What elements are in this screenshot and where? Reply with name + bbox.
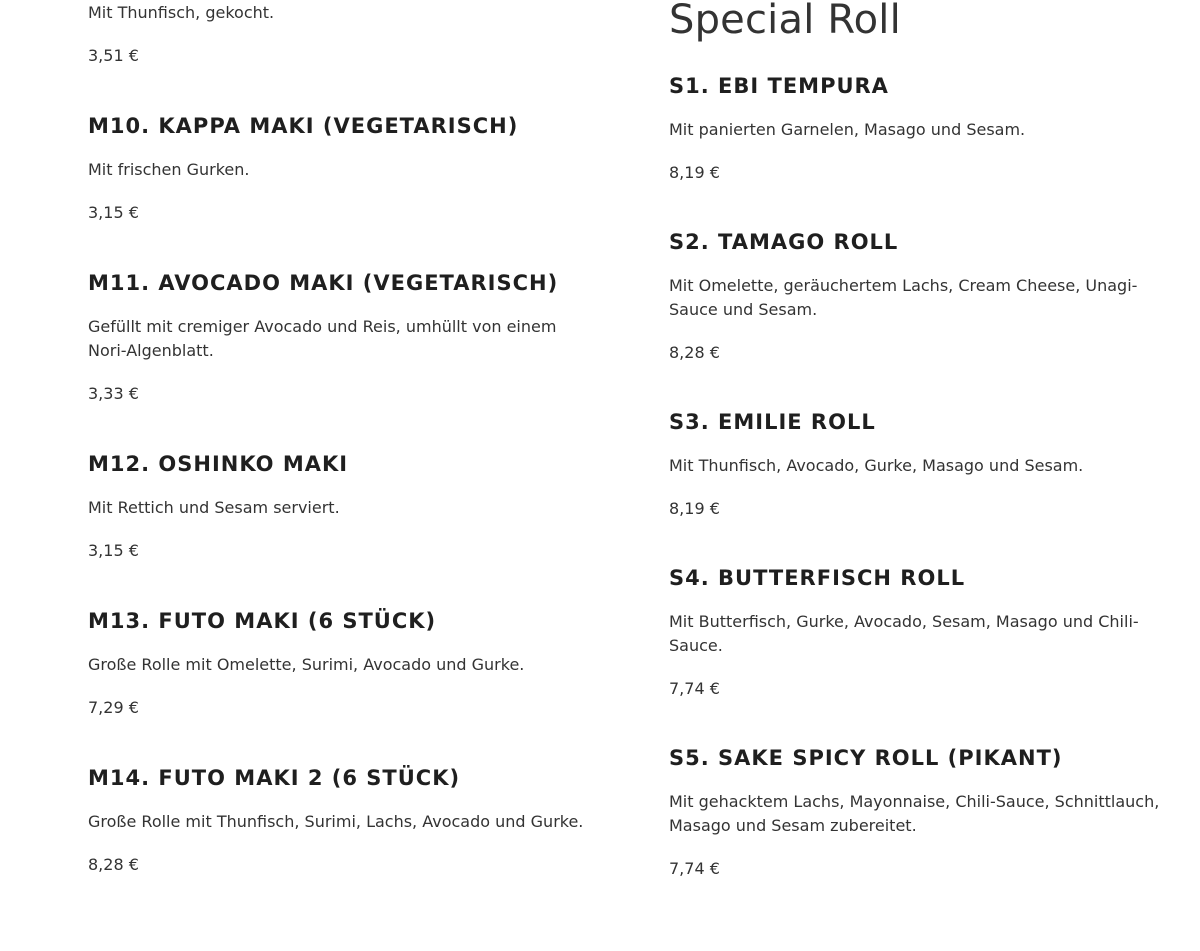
- menu-item-description: Mit gehacktem Lachs, Mayonnaise, Chili-Sauce, Schnittlauch, Masago und Sesam zubereitet.: [669, 792, 1160, 835]
- menu-item-price: 8,19 €: [669, 163, 720, 182]
- menu-column-right: [669, 0, 1169, 879]
- menu-item: [669, 744, 1169, 879]
- menu-item-price: 8,19 €: [669, 499, 720, 518]
- menu-item-description: Mit Omelette, geräuchertem Lachs, Cream Cheese, Unagi-Sauce und Sesam.: [669, 276, 1138, 319]
- menu-item-description: Mit Butterfisch, Gurke, Avocado, Sesam, Masago und Chili-Sauce.: [669, 612, 1139, 655]
- menu-item-price: 8,28 €: [669, 343, 720, 362]
- menu-item-description: Mit Thunfisch, Avocado, Gurke, Masago und Sesam.: [669, 456, 1084, 475]
- menu-item-description: Gefüllt mit cremiger Avocado und Reis, umhüllt von einem Nori-Algenblatt.: [88, 317, 557, 360]
- menu-item: [669, 228, 1169, 363]
- menu-item-description: Mit Thunfisch, gekocht.: [88, 3, 275, 22]
- menu-item: [88, 112, 588, 223]
- menu-item: [669, 564, 1169, 699]
- menu-item-price: 8,28 €: [88, 855, 139, 874]
- menu-item: [88, 764, 588, 875]
- menu-item: [669, 72, 1169, 183]
- menu-item-name: S2. TAMAGO ROLL: [669, 230, 899, 254]
- menu-item: [88, 607, 588, 718]
- section-title: Special Roll: [669, 0, 901, 43]
- menu-item-price: 3,33 €: [88, 384, 139, 403]
- menu-item-price: 3,15 €: [88, 203, 139, 222]
- menu-item-description: Mit Rettich und Sesam serviert.: [88, 498, 340, 517]
- menu-item-name: S4. BUTTERFISCH ROLL: [669, 566, 966, 590]
- menu-item-name: M14. FUTO MAKI 2 (6 STÜCK): [88, 766, 461, 790]
- menu-item: [669, 408, 1169, 519]
- menu-item: [88, 450, 588, 561]
- menu-item: [88, 269, 588, 404]
- menu-item-name: M11. AVOCADO MAKI (VEGETARISCH): [88, 271, 559, 295]
- menu-item-name: S5. SAKE SPICY ROLL (PIKANT): [669, 746, 1063, 770]
- menu-column-left: [88, 0, 588, 875]
- menu-item-price: 7,29 €: [88, 698, 139, 717]
- menu-item-description: Mit panierten Garnelen, Masago und Sesam.: [669, 120, 1026, 139]
- menu-item-description: Große Rolle mit Omelette, Surimi, Avocado und Gurke.: [88, 655, 525, 674]
- menu-item-name: M13. FUTO MAKI (6 STÜCK): [88, 609, 437, 633]
- menu-item-name: S1. EBI TEMPURA: [669, 74, 889, 98]
- menu-item-name: S3. EMILIE ROLL: [669, 410, 876, 434]
- menu-item-description: Mit frischen Gurken.: [88, 160, 250, 179]
- menu-item-price: 7,74 €: [669, 859, 720, 878]
- menu-item-name: M12. OSHINKO MAKI: [88, 452, 349, 476]
- menu-item-price: 3,51 €: [88, 46, 139, 65]
- menu-item-name: M10. KAPPA MAKI (VEGETARISCH): [88, 114, 519, 138]
- menu-item-description: Große Rolle mit Thunfisch, Surimi, Lachs, Avocado und Gurke.: [88, 812, 584, 831]
- menu-item-price: 3,15 €: [88, 541, 139, 560]
- menu-item-price: 7,74 €: [669, 679, 720, 698]
